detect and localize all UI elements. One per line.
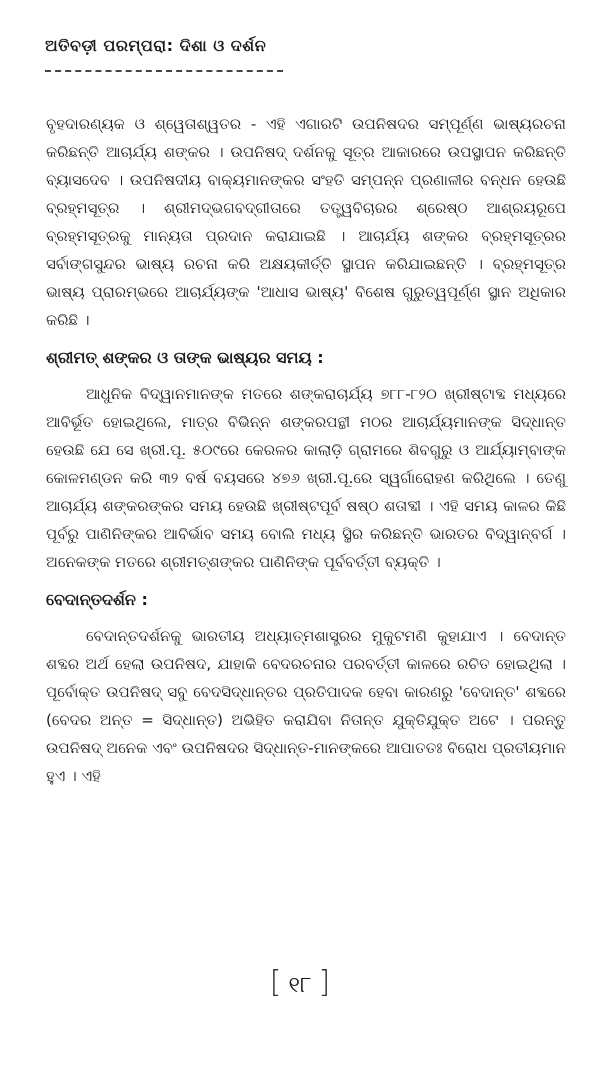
bracket-right: ] [318,965,331,1000]
page-number-value: ୧୮ [288,973,312,998]
section-heading-2: ବେଦାନ୍ତଦର୍ଶନ : [46,590,148,609]
header-rule [45,70,283,72]
bracket-left: [ [269,965,282,1000]
paragraph-3: ବେଦାନ୍ତଦର୍ଶନକୁ ଭାରତୀୟ ଅଧ୍ୟାତ୍ମଶାସ୍ତ୍ରର ମୁକୁଟମଣି କୁହାଯାଏ । ବେଦାନ୍ତ ଶବ୍ଦର ଅର୍ଥ ହେଲା ଉପନିଷଦ, ଯାହାକି ବେଦରଚନାର ପରବର୍ତ୍ତୀ କାଳରେ ରଚିତ ହୋଇଥିଲା । ପୂର୍ବୋକ୍ତ ଉପନିଷଦ୍ ସବୁ ବେଦସିଦ୍ଧାନ୍ତର ପ୍ରତିପାଦକ ହେବା କାରଣରୁ 'ବେଦାନ୍ତ' ଶବ୍ଦରେ (ବେଦର ଅନ୍ତ = ସିଦ୍ଧାନ୍ତ) ଅଭିହିତ କରାଯିବା ନିତାନ୍ତ ଯୁକ୍ତିଯୁକ୍ତ ଅଟେ । ପରନ୍ତୁ ଉପନିଷଦ୍ ଅନେକ ଏବଂ ଉପନିଷଦର ସିଦ୍ଧାନ୍ତ-ମାନଙ୍କରେ ଆପାତତଃ ବିରୋଧ ପ୍ରତୀୟମାନ ହୁଏ । ଏହି [46,627,566,785]
page-body [46,110,566,790]
paragraph-1: ବୃହଦାରଣ୍ୟକ ଓ ଶ୍ୱେତାଶ୍ୱତର - ଏହି ଏଗାରଟି ଉପନିଷଦର ସମ୍ପୂର୍ଣ୍ଣ ଭାଷ୍ୟରଚନା କରିଛନ୍ତି ଆଚାର୍ଯ୍ୟ ଶଙ୍କର । ଉପନିଷଦ୍ ଦର୍ଶନକୁ ସୂତ୍ର ଆକାରରେ ଉପସ୍ଥାପନ କରିଛନ୍ତି ବ୍ୟାସଦେବ । ଉପନିଷଦୀୟ ବାକ୍ୟମାନଙ୍କର ସଂହତି ସମ୍ପନ୍ନ ପ୍ରଣାଳୀର ବନ୍ଧନ ହେଉଛି ବ୍ରହ୍ମସୂତ୍ର । ଶ୍ରୀମଦ୍ଭଗବଦ୍ଗୀତାରେ ତତ୍ତ୍ୱବିଚାରର ଶ୍ରେଷ୍ଠ ଆଶ୍ରୟରୂପେ ବ୍ରହ୍ମସୂତ୍ରକୁ ମାନ୍ୟତା ପ୍ରଦାନ କରାଯାଇଛି । ଆଚାର୍ଯ୍ୟ ଶଙ୍କର ବ୍ରହ୍ମସୂତ୍ରର ସର୍ବାଙ୍ଗସୁନ୍ଦର ଭାଷ୍ୟ ରଚନା କରି ଅକ୍ଷୟକୀର୍ତ୍ତି ସ୍ଥାପନ କରିଯାଇଛନ୍ତି । ବ୍ରହ୍ମସୂତ୍ର ଭାଷ୍ୟ ପ୍ରାରମ୍ଭରେ ଆଚାର୍ଯ୍ୟଙ୍କ 'ଆଧାସ ଭାଷ୍ୟ' ବିଶେଷ ଗୁରୁତ୍ୱପୂର୍ଣ୍ଣ ସ୍ଥାନ ଅଧିକାର କରିଛି । [46,115,566,329]
running-head: ଅତିବଡ଼ୀ ପରମ୍ପରା: ଦିଶା ଓ ଦର୍ଶନ [45,36,267,55]
page-number [0,965,600,1000]
section-heading-1: ଶ୍ରୀମତ୍ ଶଙ୍କର ଓ ତାଙ୍କ ଭାଷ୍ୟର ସମୟ : [46,348,324,367]
paragraph-2: ଆଧୁନିକ ବିଦ୍ୱାନମାନଙ୍କ ମତରେ ଶଙ୍କରାଚାର୍ଯ୍ୟ ୭୮୮-୮୨୦ ଖ୍ରୀଷ୍ଟାବ୍ଦ ମଧ୍ୟରେ ଆବିର୍ଭୂତ ହୋଇଥିଲେ, ମାତ୍ର ବିଭିନ୍ନ ଶଙ୍କରପନ୍ଥୀ ମଠର ଆଚାର୍ଯ୍ୟମାନଙ୍କ ସିଦ୍ଧାନ୍ତ ହେଉଛି ଯେ ସେ ଖ୍ରୀ.ପୂ. ୫୦୯ରେ କେରଳର କାଲାଡ଼ି ଗ୍ରାମରେ ଶିବଗୁରୁ ଓ ଆର୍ଯ୍ୟାମ୍ବାଙ୍କ କୋଳମଣ୍ଡନ କରି ୩୨ ବର୍ଷ ବୟସରେ ୪୭୬ ଖ୍ରୀ.ପୂ.ରେ ସ୍ୱର୍ଗାରୋହଣ କରିଥିଲେ । ତେଣୁ ଆଚାର୍ଯ୍ୟ ଶଙ୍କରଙ୍କର ସମୟ ହେଉଛି ଖ୍ରୀଷ୍ଟପୂର୍ବ ଷଷ୍ଠ ଶତାବ୍ଦୀ । ଏହି ସମୟ କାଳର କିଛି ପୂର୍ବରୁ ପାଣିନିଙ୍କର ଆବିର୍ଭାବ ସମୟ ବୋଲି ମଧ୍ୟ ସ୍ଥିର କରିଛନ୍ତି ଭାରତର ବିଦ୍ୱାନ୍‌ବର୍ଗ । ଅନେକଙ୍କ ମତରେ ଶ୍ରୀମତ୍‌ଶଙ୍କର ପାଣିନିଙ୍କ ପୂର୍ବବର୍ତ୍ତୀ ବ୍ୟକ୍ତି । [46,385,566,571]
